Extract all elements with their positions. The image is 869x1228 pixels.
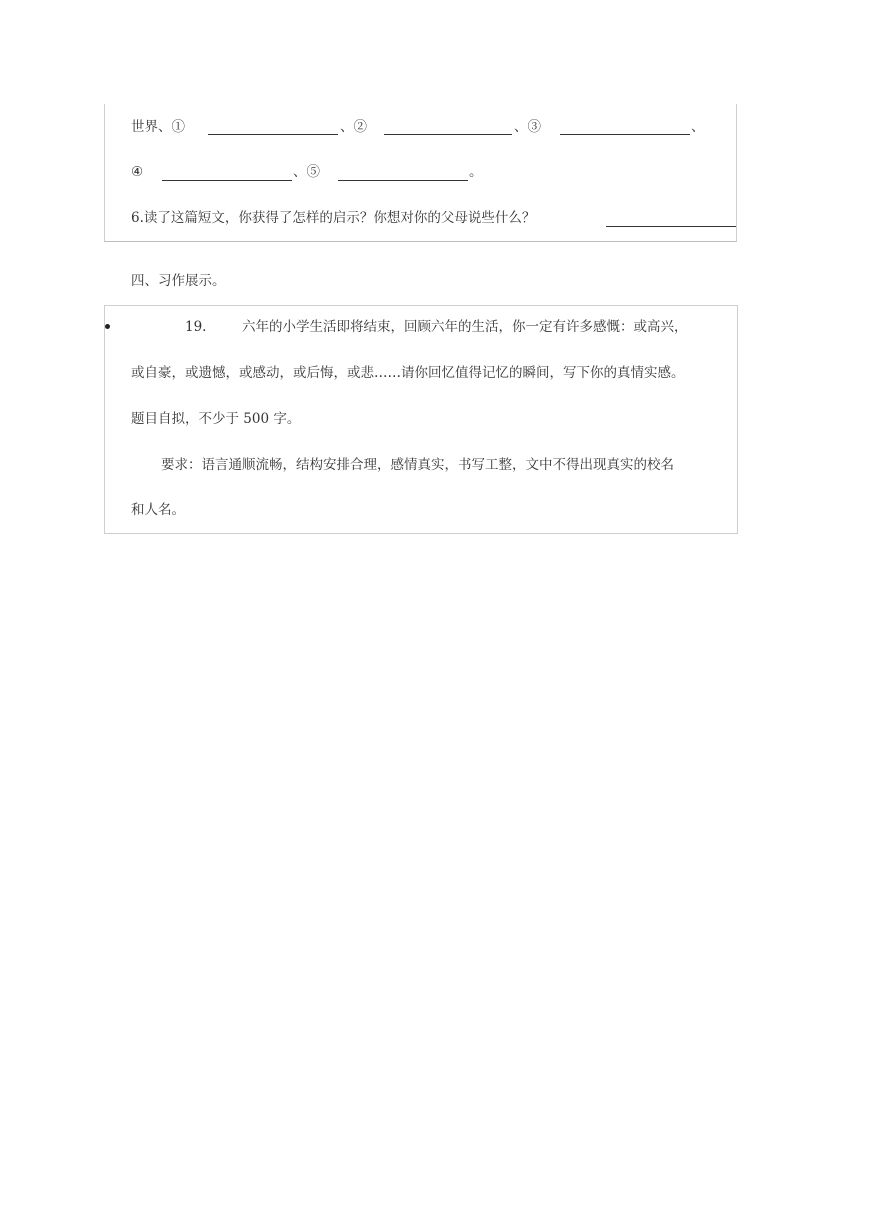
question-text-line-3: 题目自拟，不少于 500 字。 (131, 411, 301, 427)
question-number: 19. (185, 319, 207, 335)
requirements-line-1: 要求：语言通顺流畅，结构安排合理，感情真实，书写工整，文中不得出现真实的校名 (161, 457, 674, 473)
answer-blank-1[interactable] (208, 134, 338, 135)
question-text-line-2: 或自豪，或遗憾，或感动，或后悔，或悲……请你回忆值得记忆的瞬间，写下你的真情实感。 (131, 365, 685, 381)
q5-marker-4: ④ (131, 164, 144, 180)
q5-end: 。 (469, 164, 483, 180)
requirements-line-2: 和人名。 (131, 502, 185, 518)
list-bullet (105, 324, 110, 329)
q5-sep-4: 、⑤ (293, 164, 320, 180)
answer-blank-5[interactable] (338, 180, 468, 181)
section-heading: 四、习作展示。 (131, 273, 226, 289)
q5-sep-1: 、② (340, 119, 367, 135)
answer-blank-6[interactable] (606, 226, 736, 227)
q6-text: 6.读了这篇短文，你获得了怎样的启示？你想对你的父母说些什么？ (131, 210, 536, 226)
answer-blank-4[interactable] (162, 180, 292, 181)
answer-blank-3[interactable] (560, 134, 690, 135)
answer-blank-2[interactable] (384, 134, 512, 135)
question-text-line-1: 六年的小学生活即将结束，回顾六年的生活，你一定有许多感慨：或高兴， (242, 319, 688, 335)
q5-prefix: 世界、① (131, 119, 185, 135)
q5-sep-3: 、 (691, 119, 705, 135)
q5-sep-2: 、③ (514, 119, 541, 135)
